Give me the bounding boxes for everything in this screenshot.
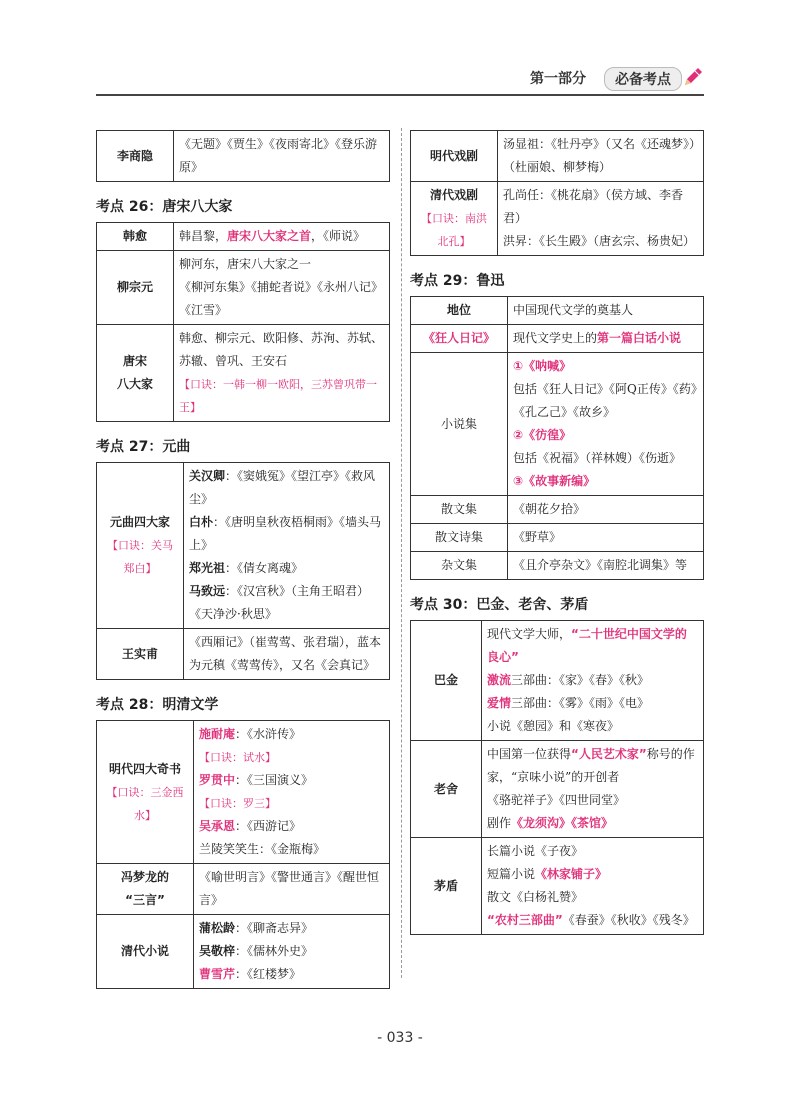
wangshifu-text: 《西厢记》（崔莺莺、张君瑞），蓝本为元稹《莺莺传》，又名《会真记》 xyxy=(184,629,390,680)
yuanqu-author: 马致远 xyxy=(189,584,226,598)
bajin-highlight: “二十世纪中国文学的良心” xyxy=(487,627,687,664)
hanyu-cell xyxy=(174,223,390,251)
hong-sheng: 洪昇：《长生殿》（唐玄宗、杨贵妃） xyxy=(503,234,696,248)
sanwenshi-name: 散文诗集 xyxy=(411,524,508,552)
jiliu-row xyxy=(487,669,698,692)
maodun-trilogy xyxy=(487,909,698,932)
header-part: 第一部分 xyxy=(530,71,586,87)
bada-mnemonic: 【口诀：一韩一柳一欧阳，三苏曾巩带一王】 xyxy=(179,378,377,414)
yuanqu-sida-name xyxy=(97,463,184,629)
sanwenshi-text: 《野草》 xyxy=(508,524,704,552)
laoshe-intro-text2: 称号的作家，“京味小说”的开创者 xyxy=(487,747,695,784)
qishu-work: ：《水浒传》 xyxy=(235,727,302,741)
qishu-row xyxy=(199,815,384,838)
maodun-cell xyxy=(482,838,704,935)
kd27-table xyxy=(96,462,390,680)
sanwen-text: 《朝花夕拾》 xyxy=(508,496,704,524)
bada-cell xyxy=(174,325,390,422)
sanyan-works: 《喻世明言》《警世通言》《醒世恒言》 xyxy=(194,864,390,915)
hanyu-text1: 韩昌黎， xyxy=(179,229,228,243)
kd30-table xyxy=(410,620,704,935)
bada-list: 韩愈、柳宗元、欧阳修、苏洵、苏轼、苏辙、曾巩、王安石 xyxy=(179,331,384,368)
qing-xiju-label: 清代戏剧 xyxy=(429,188,478,202)
hanyu-text2: ，《师说》 xyxy=(311,229,366,243)
kd28-table xyxy=(96,720,390,989)
panghuang-detail: 包括《祝福》（祥林嫂）《伤逝》 xyxy=(513,451,682,465)
kd30-title: 考点 30：巴金、老舍、茅盾 xyxy=(410,597,589,613)
yuanqu-sida-cell xyxy=(184,463,390,629)
sanyan-name1: 冯梦龙的 xyxy=(120,870,169,884)
laoshe-intro xyxy=(487,743,698,789)
qishu-author: 施耐庵 xyxy=(199,727,236,741)
nahan: ①《呐喊》 xyxy=(513,359,572,373)
qing-row xyxy=(199,963,384,986)
yuanqu-row xyxy=(189,511,384,557)
aiqing-rest: 三部曲：《雾》《雨》《电》 xyxy=(511,696,650,710)
lzy-line1: 柳河东，唐宋八大家之一 xyxy=(179,257,312,271)
yuanqu-works: ：《唐明皇秋夜梧桐雨》《墙头马上》 xyxy=(189,515,382,552)
maodun-long: 长篇小说《子夜》 xyxy=(487,844,584,858)
kd29-table xyxy=(410,296,704,580)
qing-xiaoshuo-name: 清代小说 xyxy=(97,915,194,989)
li-shangyin-name: 李商隐 xyxy=(97,131,174,182)
aiqing-row xyxy=(487,692,698,715)
kd29-title: 考点 29：鲁迅 xyxy=(410,273,505,289)
bajin-intro xyxy=(487,623,698,669)
page-number: - 033 - xyxy=(377,1030,423,1046)
yuanqu-sida-label: 元曲四大家 xyxy=(109,515,170,529)
kuangren-text: 现代文学史上的 xyxy=(513,331,598,345)
qing-author: 曹雪芹 xyxy=(199,967,236,981)
kuangren-name: 《狂人日记》 xyxy=(411,325,508,353)
panghuang: ②《彷徨》 xyxy=(513,428,572,442)
qing-work: ：《聊斋志异》 xyxy=(235,921,314,935)
li-shangyin-table xyxy=(96,130,390,182)
ming-xiju-name: 明代戏剧 xyxy=(411,131,498,182)
yuanqu-works: ：《窦娥冤》《望江亭》《救风尘》 xyxy=(189,469,376,506)
kd26-title: 考点 26：唐宋八大家 xyxy=(96,199,233,215)
yuanqu-works: ：《倩女离魂》 xyxy=(225,561,304,575)
laoshe-plays-highlight: 《龙须沟》《茶馆》 xyxy=(511,816,614,830)
sanwen-name: 散文集 xyxy=(411,496,508,524)
qing-author: 吴敬梓 xyxy=(199,944,236,958)
maodun-essay: 散文《白杨礼赞》 xyxy=(487,890,584,904)
qishu-label: 明代四大奇书 xyxy=(108,761,181,776)
jiliu-rest: 三部曲：《家》《春》《秋》 xyxy=(511,673,650,687)
yuanqu-sida-mnemonic: 【口诀：关马郑白】 xyxy=(107,539,173,575)
lzy-name: 柳宗元 xyxy=(97,251,174,325)
ming-xiju-text: 汤显祖：《牡丹亭》（又名《还魂梦》）（杜丽娘、柳梦梅） xyxy=(498,131,704,182)
qing-xiaoshuo-cell xyxy=(194,915,390,989)
qing-xiju-name xyxy=(411,182,498,256)
lzy-line3: 《江雪》 xyxy=(179,303,228,317)
bada-name2: 八大家 xyxy=(116,377,153,391)
bada-name1: 唐宋 xyxy=(122,354,147,368)
qing-work: ：《红楼梦》 xyxy=(235,967,302,981)
qishu-work: ：《三国演义》 xyxy=(235,773,314,787)
maodun-trilogy-highlight: “农村三部曲” xyxy=(487,913,563,927)
jiliu: 激流 xyxy=(487,673,512,687)
right-column xyxy=(410,130,704,935)
aiqing: 爱情 xyxy=(487,696,512,710)
bada-name xyxy=(97,325,174,422)
maodun-short-highlight: 《林家铺子》 xyxy=(535,867,608,881)
laoshe-intro-text: 中国第一位获得 xyxy=(487,747,572,761)
xiju-table xyxy=(410,130,704,256)
bajin-cell xyxy=(482,621,704,741)
kuangren-highlight: 第一篇白话小说 xyxy=(597,331,682,345)
qing-author: 蒲松龄 xyxy=(199,921,236,935)
diwei-text: 中国现代文学的奠基人 xyxy=(508,297,704,325)
yuanqu-works: ：《汉宫秋》（主角王昭君）《天净沙·秋思》 xyxy=(189,584,370,621)
hanyu-highlight: 唐宋八大家之首 xyxy=(227,229,312,243)
laoshe-works: 《骆驼祥子》《四世同堂》 xyxy=(487,793,626,807)
qing-row xyxy=(199,917,384,940)
kuangren-cell xyxy=(508,325,704,353)
qishu-name xyxy=(97,721,194,864)
qishu-work: ：《西游记》 xyxy=(235,819,302,833)
laoshe-plays xyxy=(487,812,698,835)
laoshe-highlight: “人民艺术家” xyxy=(571,747,647,761)
xiaoshuo-cell xyxy=(508,353,704,496)
nahan-detail: 包括《狂人日记》《阿Q正传》《药》《孔乙己》《故乡》 xyxy=(513,382,697,419)
qishu-mnemonic-row: 【口诀：试水】 xyxy=(199,751,276,764)
xiaoshuo-name: 小说集 xyxy=(411,353,508,496)
qing-xiju-mnemonic: 【口诀：南洪北孔】 xyxy=(421,212,487,248)
left-column xyxy=(96,130,390,989)
yuanqu-row xyxy=(189,580,384,626)
hanyu-name: 韩愈 xyxy=(97,223,174,251)
maodun-short xyxy=(487,863,698,886)
qishu-mnemonic: 【口诀：三金西水】 xyxy=(106,785,184,822)
qing-work: ：《儒林外史》 xyxy=(235,944,314,958)
qishu-author: 吴承恩 xyxy=(199,819,236,833)
qishu-row xyxy=(199,769,384,792)
kong-shangren: 孔尚任：《桃花扇》（侯方域、李香君） xyxy=(503,188,684,225)
maodun-trilogy-rest: 《春蚕》《秋收》《残冬》 xyxy=(562,913,695,927)
zawen-text: 《且介亭杂文》《南腔北调集》等 xyxy=(508,552,704,580)
laoshe-plays-label: 剧作 xyxy=(487,816,512,830)
sanyan-name2: “三言” xyxy=(125,893,165,907)
yuanqu-author: 关汉卿 xyxy=(189,469,226,483)
bajin-novels: 小说《憩园》和《寒夜》 xyxy=(487,719,620,733)
bajin-intro-text: 现代文学大师， xyxy=(487,627,572,641)
wangshifu-name: 王实甫 xyxy=(97,629,184,680)
maodun-short-label: 短篇小说 xyxy=(487,867,536,881)
qishu-last: 兰陵笑笑生：《金瓶梅》 xyxy=(199,842,326,856)
kd27-title: 考点 27：元曲 xyxy=(96,439,191,455)
lzy-line2: 《柳河东集》《捕蛇者说》《永州八记》 xyxy=(179,280,384,294)
diwei-name: 地位 xyxy=(411,297,508,325)
pencil-icon xyxy=(682,66,704,88)
page-header xyxy=(96,62,704,96)
column-divider xyxy=(401,128,402,978)
li-shangyin-works: 《无题》《贾生》《夜雨寄北》《登乐游原》 xyxy=(174,131,390,182)
yuanqu-row xyxy=(189,557,384,580)
kd28-title: 考点 28：明清文学 xyxy=(96,697,219,713)
header-badge: 必备考点 xyxy=(604,67,682,91)
qing-row xyxy=(199,940,384,963)
sanyan-name xyxy=(97,864,194,915)
maodun-name: 茅盾 xyxy=(411,838,482,935)
bajin-name: 巴金 xyxy=(411,621,482,741)
yuanqu-row xyxy=(189,465,384,511)
lzy-cell xyxy=(174,251,390,325)
laoshe-cell xyxy=(482,741,704,838)
yuanqu-author: 郑光祖 xyxy=(189,561,226,575)
gushi-xinbian: ③《故事新编》 xyxy=(513,474,596,488)
zawen-name: 杂文集 xyxy=(411,552,508,580)
qishu-mnemonic-row: 【口诀：罗三】 xyxy=(199,797,276,810)
qishu-cell xyxy=(194,721,390,864)
qing-xiju-cell xyxy=(498,182,704,256)
qishu-row xyxy=(199,723,384,746)
kd26-table xyxy=(96,222,390,422)
laoshe-name: 老舍 xyxy=(411,741,482,838)
qishu-author: 罗贯中 xyxy=(199,773,236,787)
yuanqu-author: 白朴 xyxy=(189,515,214,529)
